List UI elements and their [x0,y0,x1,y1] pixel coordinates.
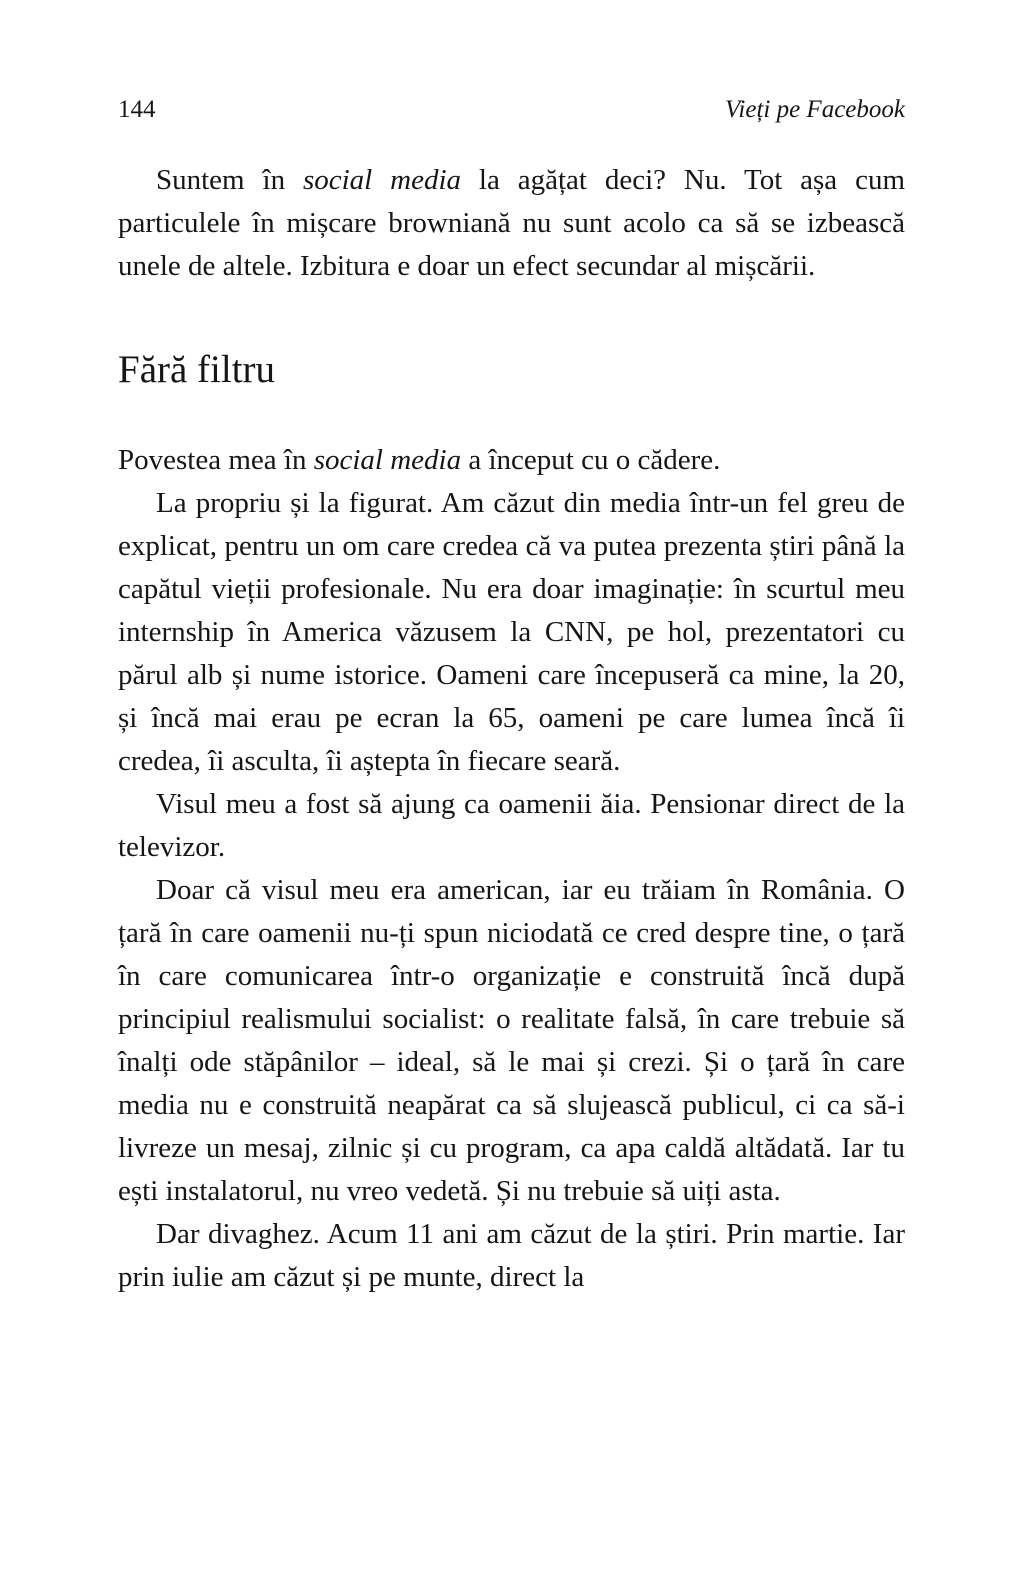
running-title: Vieți pe Facebook [724,96,905,123]
paragraph: Povestea mea în social media a început cu o cădere. [118,443,721,476]
section-heading: Fără filtru [118,348,276,391]
page-number: 144 [118,96,156,123]
paragraph: Dar divaghez. Acum 11 ani am căzut de la știri. Prin martie. Iar prin iulie am căzut și pe munte, direct la [118,1217,905,1293]
paragraph: Suntem în social media la agățat deci? Nu. Tot așa cum particulele în mișcare browniană nu sunt acolo ca să se izbească unele de altele. Izbitura e doar un efect secundar al mișcării. [118,164,905,282]
paragraph: Doar că visul meu era american, iar eu trăiam în România. O țară în care oamenii nu-ți spun niciodată ce cred despre tine, o țară în care comunicarea într-o organizație e construită încă după principiul realismului socialist: o realitate falsă, în care trebuie să înalți ode stăpânilor – ideal, să le mai și crezi. Și o țară în care media nu e construită neapărat ca să slujească publicul, ci ca să-i livreze un mesaj, zilnic și cu program, ca apa caldă altădată. Iar tu ești instalatorul, nu vreo vedetă. Și nu trebuie să uiți asta. [118,873,905,1207]
paragraph: Visul meu a fost să ajung ca oamenii ăia. Pensionar direct de la televizor. [118,787,905,863]
italic-phrase: social media [302,164,462,196]
page-body [118,159,905,1299]
italic-phrase: social media [313,443,462,476]
paragraph: La propriu și la figurat. Am căzut din media într-un fel greu de explicat, pentru un om care credea că va putea prezenta știri până la capătul vieții profesionale. Nu era doar imaginație: în scurtul meu internship în America văzusem la CNN, pe hol, prezentatori cu părul alb și nume istorice. Oameni care începuseră ca mine, la 20, și încă mai erau pe ecran la 65, oameni pe care lumea încă îi credea, îi asculta, îi aștepta în fiecare seară. [118,486,905,777]
page-header [118,97,905,122]
